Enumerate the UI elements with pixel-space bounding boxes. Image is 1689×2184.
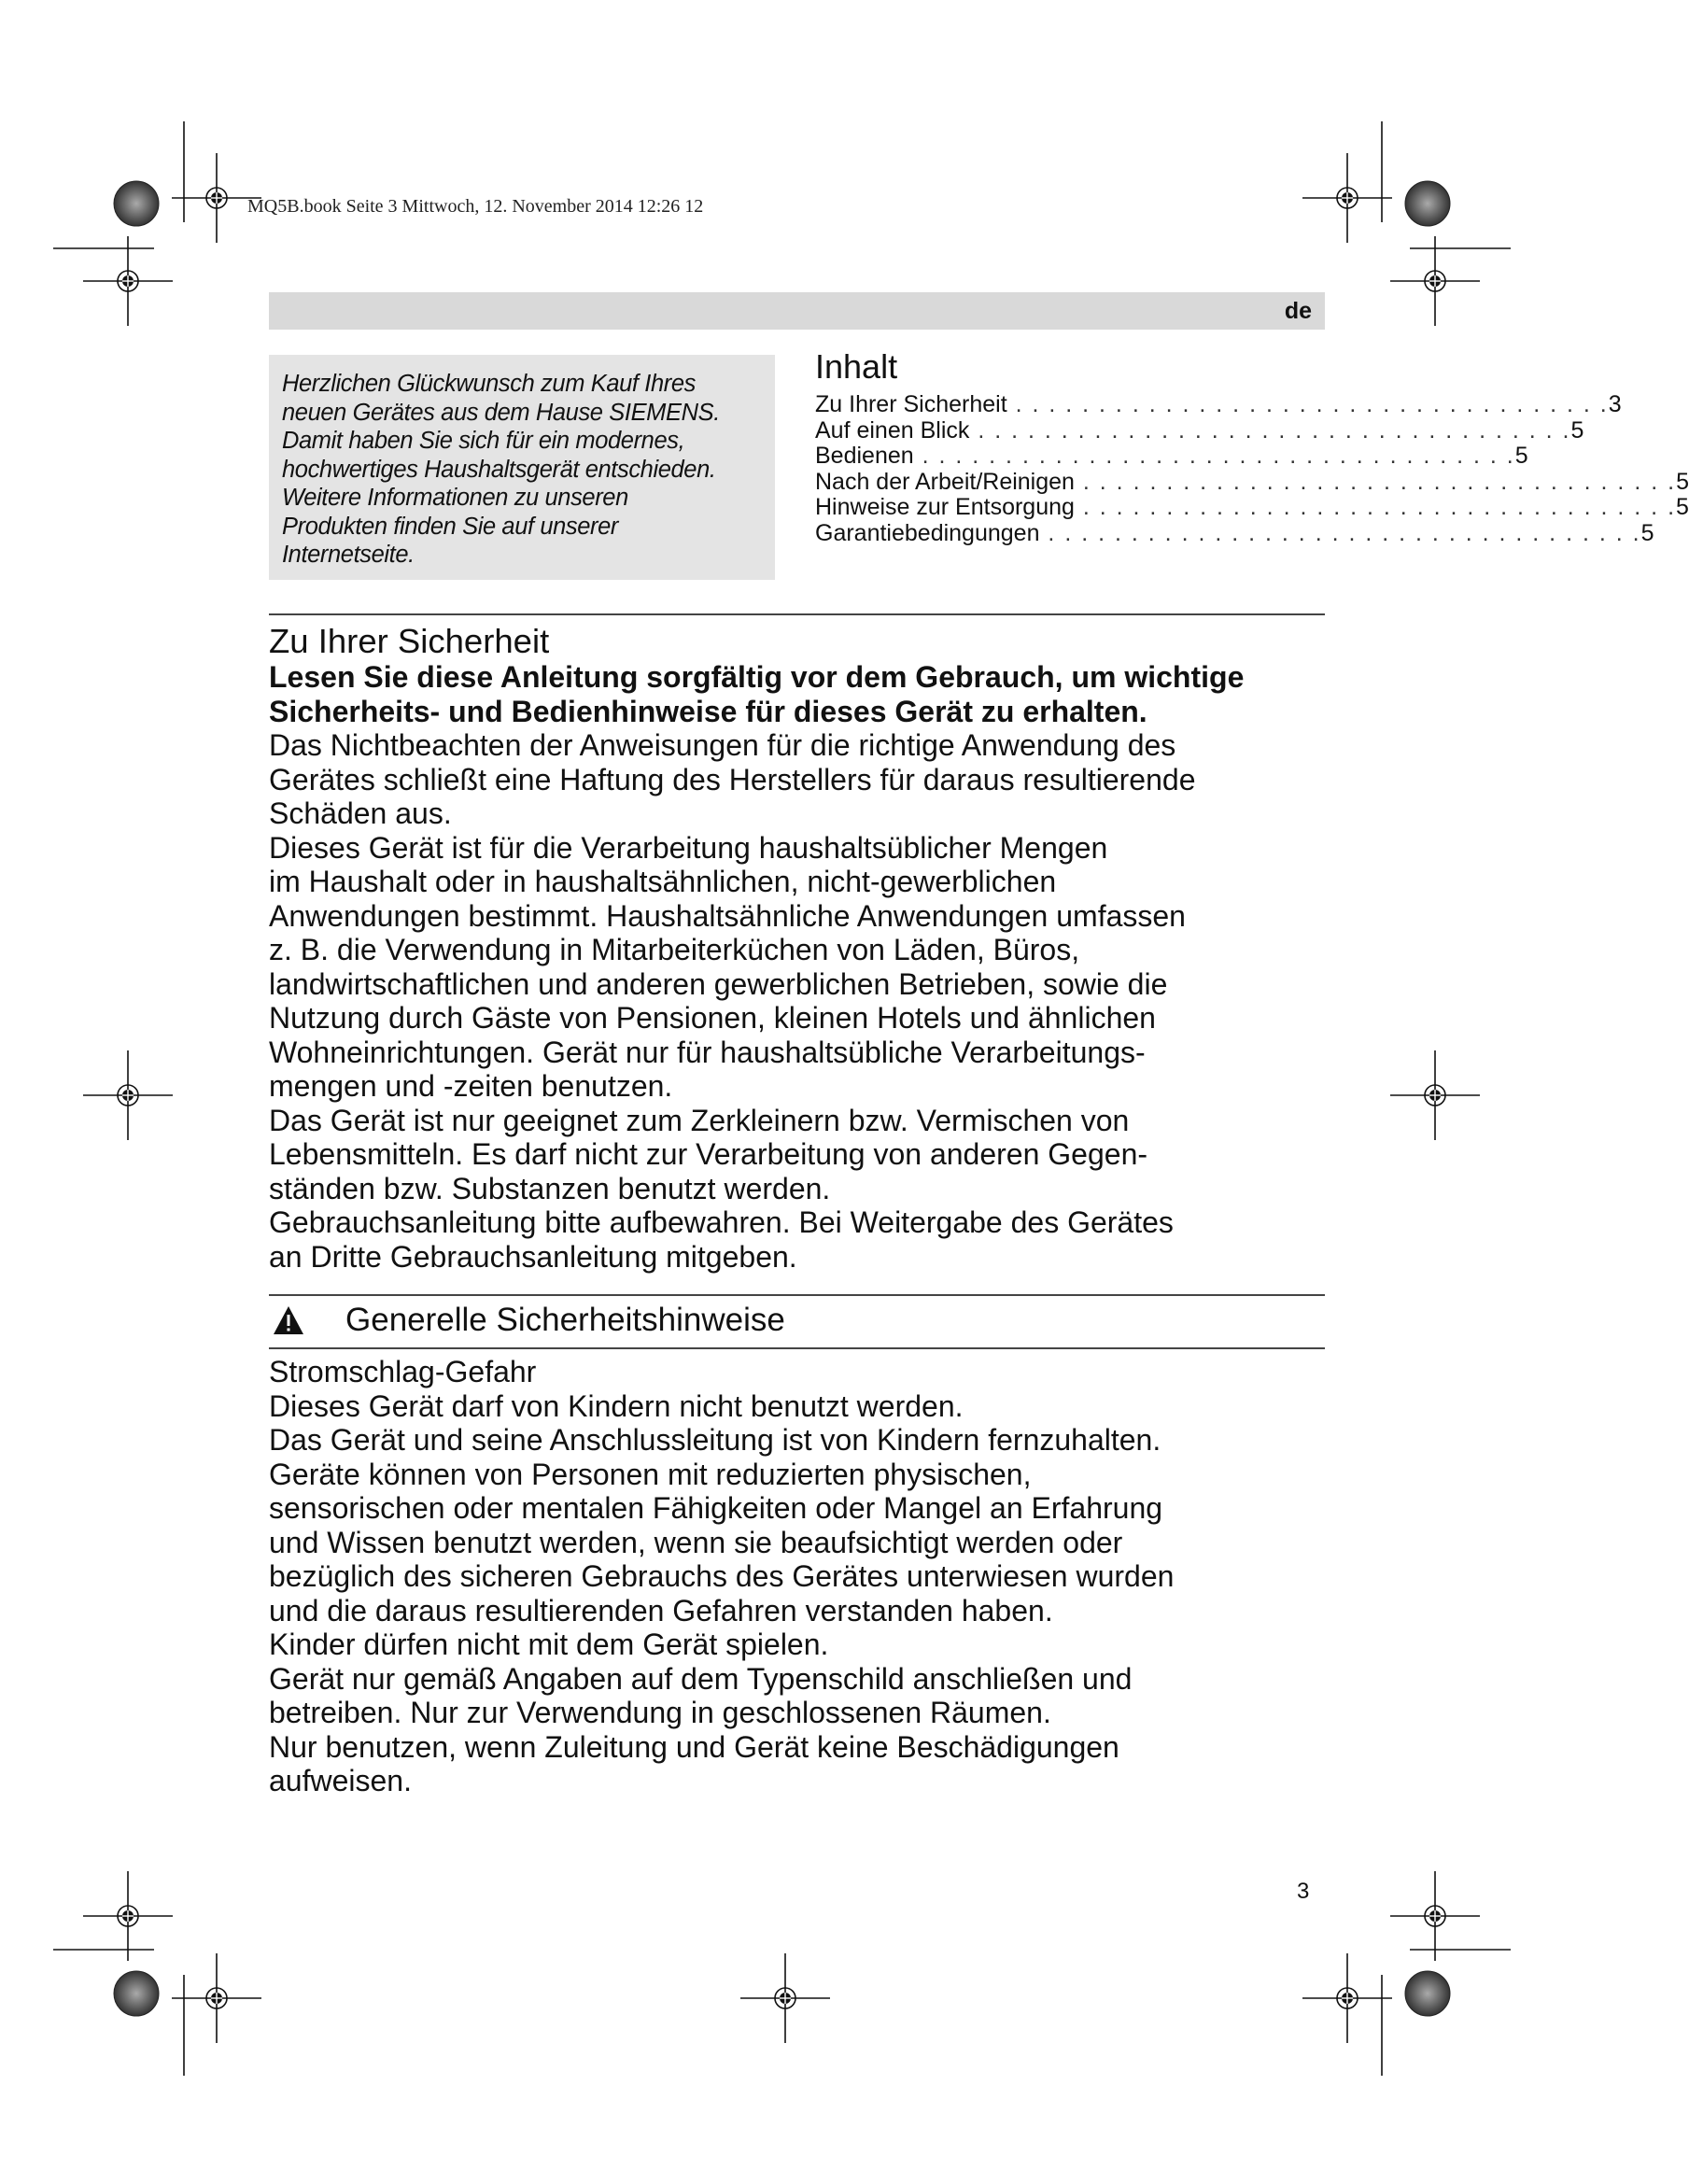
body-line: z. B. die Verwendung in Mitarbeiterküchen von Läden, Büros,	[269, 933, 1080, 966]
body-line: Gerät nur gemäß Angaben auf dem Typenschild anschließen und	[269, 1661, 1133, 1696]
body-line: Nutzung durch Gäste von Pensionen, kleinen Hotels und ähnlichen	[269, 1001, 1156, 1035]
section-divider	[269, 613, 1325, 615]
subsection-title: Stromschlag-Gefahr	[269, 1355, 537, 1388]
table-of-contents	[815, 347, 1689, 547]
toc-item[interactable]	[815, 519, 1654, 547]
body-line: Gebrauchsanleitung bitte aufbewahren. Bei Weitergabe des Gerätes	[269, 1205, 1174, 1239]
section-divider	[269, 1294, 1325, 1296]
print-slug: MQ5B.book Seite 3 Mittwoch, 12. November 2014 12:26 12	[247, 196, 704, 217]
body-line: und Wissen benutzt werden, wenn sie beaufsichtigt werden oder	[269, 1525, 1123, 1559]
toc-leader: . . . . . . . . . . . . . . . . . . . . . . . . . . . . . . . . . . . .	[1039, 519, 1641, 546]
toc-leader: . . . . . . . . . . . . . . . . . . . . . . . . . . . . . . . . . . . .	[1074, 494, 1677, 521]
toc-item[interactable]	[815, 494, 1689, 521]
body-line: Lebensmitteln. Es darf nicht zur Verarbeitung von anderen Gegen-	[269, 1137, 1148, 1171]
general-safety-section	[269, 1355, 1333, 1798]
toc-item[interactable]	[815, 443, 1528, 470]
intro-line: Weitere Informationen zu unseren	[282, 485, 628, 511]
body-line: Schäden aus.	[269, 796, 452, 830]
toc-item[interactable]	[815, 468, 1689, 496]
section-title: Zu Ihrer Sicherheit	[269, 622, 550, 660]
intro-line: Damit haben Sie sich für ein modernes,	[282, 428, 685, 454]
toc-item-page: 3	[1608, 391, 1622, 417]
body-line: und die daraus resultierenden Gefahren verstanden haben.	[269, 1593, 1053, 1627]
body-line: Gerätes schließt eine Haftung des Herstellers für daraus resultierende	[269, 762, 1196, 796]
toc-leader: . . . . . . . . . . . . . . . . . . . . . . . . . . . . . . . . . . . .	[913, 443, 1515, 470]
toc-item[interactable]	[815, 416, 1584, 444]
body-line: Das Nichtbeachten der Anweisungen für die richtige Anwendung des	[269, 728, 1176, 762]
intro-line: neuen Gerätes aus dem Hause SIEMENS.	[282, 399, 720, 426]
toc-item-label: Nach der Arbeit/Reinigen	[815, 468, 1075, 495]
intro-box	[269, 355, 775, 580]
toc-item-label: Bedienen	[815, 443, 914, 470]
warning-title: Generelle Sicherheitshinweise	[345, 1302, 785, 1338]
body-line: Das Gerät und seine Anschlussleitung ist von Kindern fernzuhalten.	[269, 1423, 1161, 1457]
warning-heading	[269, 1297, 1325, 1344]
body-line: Dieses Gerät darf von Kindern nicht benutzt werden.	[269, 1388, 964, 1423]
body-line: aufweisen.	[269, 1764, 412, 1797]
toc-leader: . . . . . . . . . . . . . . . . . . . . . . . . . . . . . . . . . . . .	[969, 416, 1571, 444]
intro-line: Internetseite.	[282, 542, 415, 568]
body-line: Anwendungen bestimmt. Haushaltsähnliche Anwendungen umfassen	[269, 898, 1186, 933]
toc-item-label: Garantiebedingungen	[815, 519, 1040, 546]
body-line: Wohneinrichtungen. Gerät nur für haushaltsübliche Verarbeitungs-	[269, 1035, 1146, 1069]
body-line: landwirtschaftlichen und anderen gewerblichen Betrieben, sowie die	[269, 966, 1168, 1001]
section-divider	[269, 1347, 1325, 1349]
intro-line: Produkten finden Sie auf unserer	[282, 513, 619, 540]
toc-item-label: Hinweise zur Entsorgung	[815, 494, 1075, 521]
toc-item[interactable]	[815, 391, 1622, 418]
safety-section	[269, 623, 1333, 1274]
toc-item-label: Zu Ihrer Sicherheit	[815, 391, 1007, 417]
body-line: Geräte können von Personen mit reduzierten physischen,	[269, 1457, 1032, 1491]
body-line: mengen und -zeiten benutzen.	[269, 1069, 673, 1103]
body-line: betreiben. Nur zur Verwendung in geschlossenen Räumen.	[269, 1696, 1051, 1729]
language-code: de	[1284, 298, 1312, 324]
toc-item-page: 5	[1640, 519, 1654, 546]
warning-triangle-icon	[273, 1305, 304, 1335]
body-line: im Haushalt oder in haushaltsähnlichen, nicht-gewerblichen	[269, 865, 1057, 898]
body-line: ständen bzw. Substanzen benutzt werden.	[269, 1171, 831, 1205]
body-line: an Dritte Gebrauchsanleitung mitgeben.	[269, 1239, 797, 1274]
toc-item-page: 5	[1570, 416, 1584, 444]
body-line: Nur benutzen, wenn Zuleitung und Gerät keine Beschädigungen	[269, 1729, 1119, 1764]
toc-item-page: 5	[1676, 494, 1689, 521]
toc-leader: . . . . . . . . . . . . . . . . . . . . . . . . . . . . . . . . . . . .	[1006, 391, 1609, 417]
toc-item-page: 5	[1514, 443, 1528, 470]
language-bar	[269, 292, 1325, 330]
toc-item-label: Auf einen Blick	[815, 416, 970, 444]
body-line: Das Gerät ist nur geeignet zum Zerkleinern bzw. Vermischen von	[269, 1103, 1130, 1137]
body-line: Dieses Gerät ist für die Verarbeitung haushaltsüblicher Mengen	[269, 830, 1108, 865]
lead-line: Lesen Sie diese Anleitung sorgfältig vor dem Gebrauch, um wichtige	[269, 660, 1245, 694]
lead-line: Sicherheits- und Bedienhinweise für dieses Gerät zu erhalten.	[269, 694, 1147, 728]
toc-item-page: 5	[1676, 468, 1689, 495]
toc-leader: . . . . . . . . . . . . . . . . . . . . . . . . . . . . . . . . . . . .	[1074, 468, 1677, 495]
page-number: 3	[1297, 1879, 1310, 1904]
body-line: Kinder dürfen nicht mit dem Gerät spielen.	[269, 1627, 829, 1661]
intro-line: Herzlichen Glückwunsch zum Kauf Ihres	[282, 371, 696, 397]
intro-line: hochwertiges Haushaltsgerät entschieden.	[282, 456, 716, 483]
toc-title: Inhalt	[815, 347, 898, 386]
body-line: bezüglich des sicheren Gebrauchs des Gerätes unterwiesen wurden	[269, 1559, 1175, 1593]
body-line: sensorischen oder mentalen Fähigkeiten oder Mangel an Erfahrung	[269, 1491, 1163, 1525]
